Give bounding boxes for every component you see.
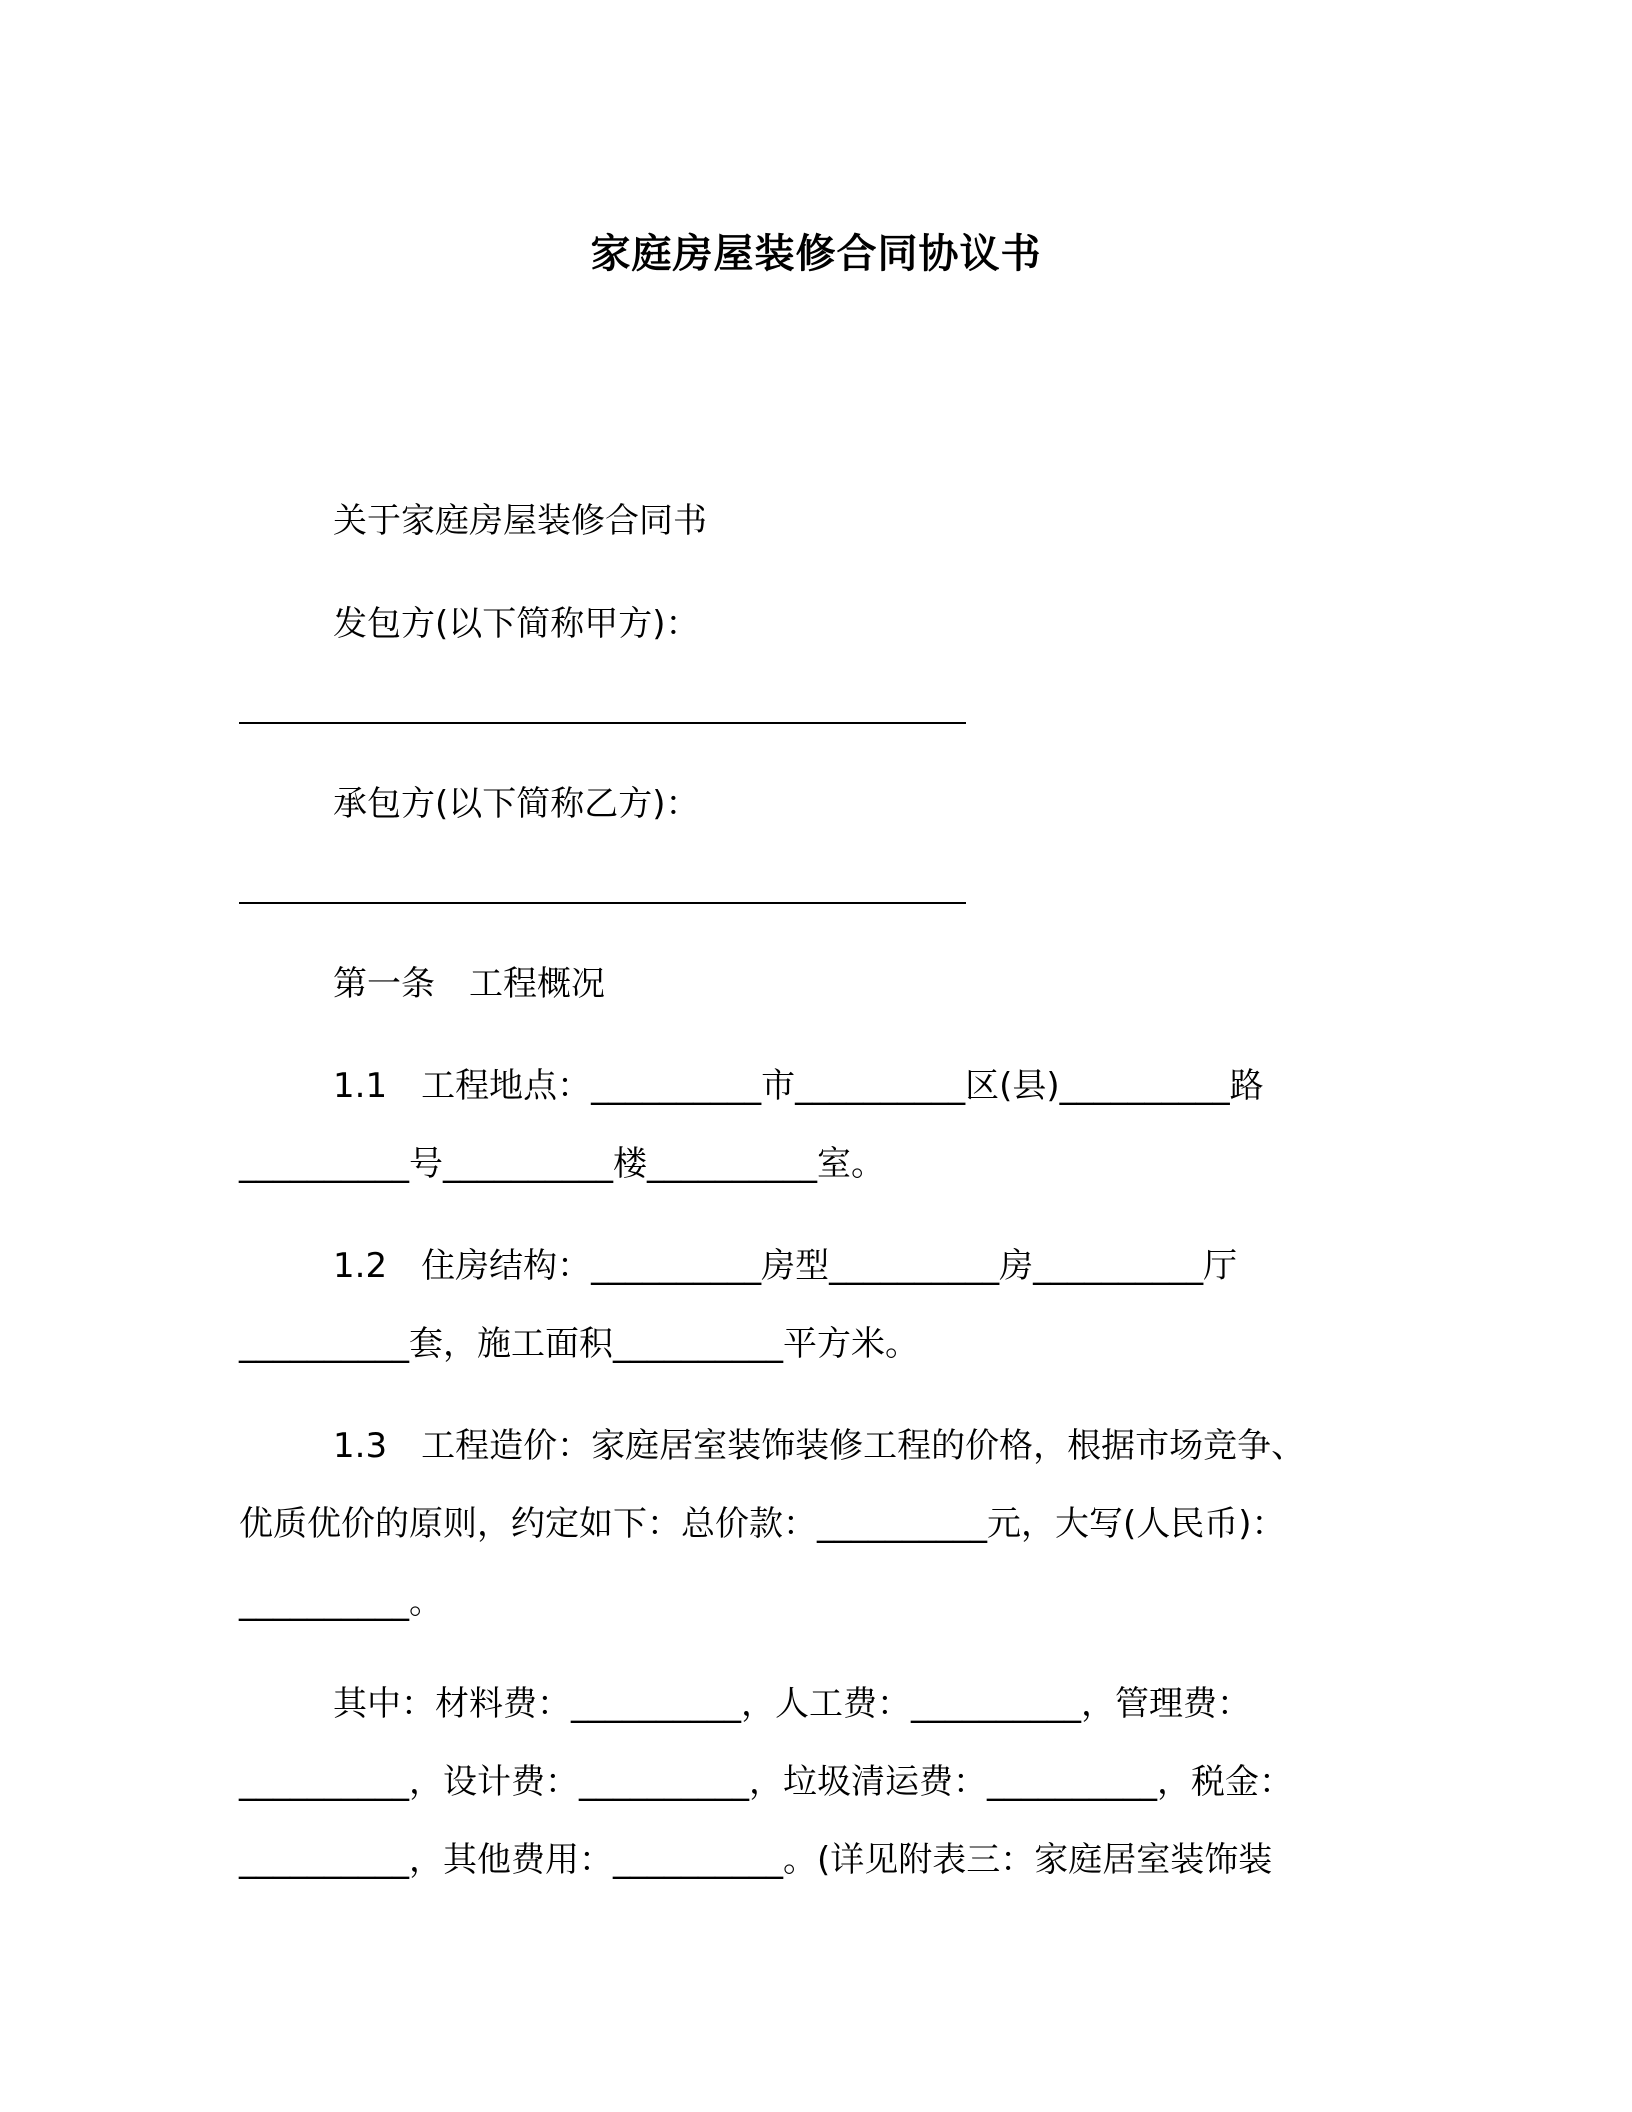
fees-line1: 其中：材料费：__________，人工费：__________，管理费： bbox=[333, 1684, 1251, 1724]
item-1-2-line2: __________套，施工面积__________平方米。 bbox=[239, 1324, 919, 1364]
item-1-2-line1: 1.2 住房结构：__________房型__________房__________厅 bbox=[333, 1246, 1238, 1286]
item-1-3-line1: 1.3 工程造价：家庭居室装饰装修工程的价格，根据市场竞争、 bbox=[333, 1426, 1306, 1466]
document-title: 家庭房屋装修合同协议书 bbox=[590, 231, 1042, 277]
fees-line2: __________，设计费：__________，垃圾清运费：__________，税金： bbox=[239, 1762, 1293, 1802]
item-1-1-line1: 1.1 工程地点：__________市__________区(县)__________路 bbox=[333, 1066, 1264, 1106]
item-1-3-line3: __________。 bbox=[239, 1582, 443, 1622]
fees-line3: __________，其他费用：__________。(详见附表三：家庭居室装饰装 bbox=[239, 1840, 1273, 1880]
article1-heading: 第一条 工程概况 bbox=[333, 964, 605, 1004]
party-a-blank-line bbox=[239, 722, 966, 724]
document-subtitle: 关于家庭房屋装修合同书 bbox=[333, 501, 707, 541]
party-b-blank-line bbox=[239, 902, 966, 904]
party-a-label: 发包方(以下简称甲方)： bbox=[333, 604, 700, 644]
item-1-3-line2: 优质优价的原则，约定如下：总价款：__________元，大写(人民币)： bbox=[239, 1504, 1286, 1544]
party-b-label: 承包方(以下简称乙方)： bbox=[333, 784, 700, 824]
item-1-1-line2: __________号__________楼__________室。 bbox=[239, 1144, 885, 1184]
